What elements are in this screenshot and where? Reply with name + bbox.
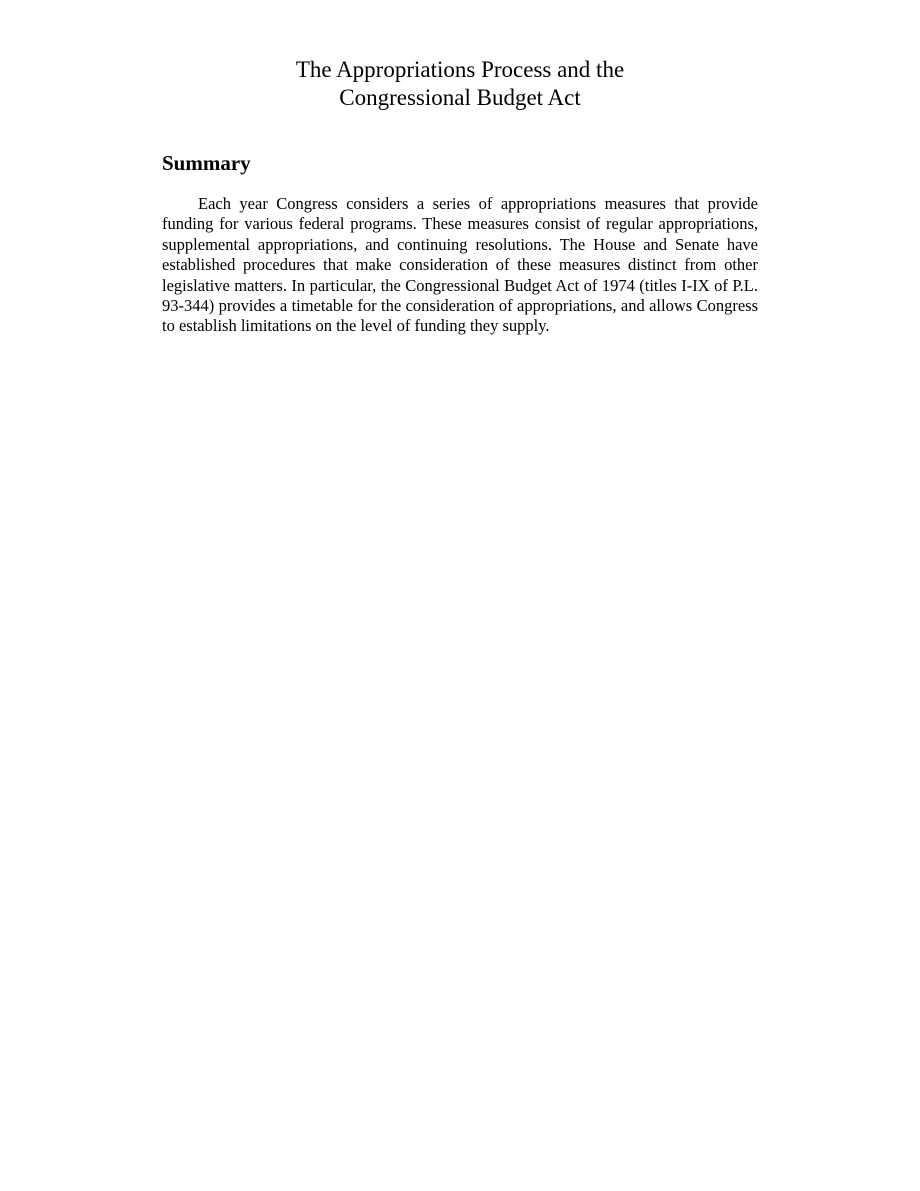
document-title bbox=[162, 56, 758, 112]
summary-paragraph: Each year Congress considers a series of appropriations measures that provide funding for various federal programs. These measures consist of regular appropriations, supplemental appropriations, and continuing resolutions. The House and Senate have established procedures that make consideration of these measures distinct from other legislative matters. In particular, the Congressional Budget Act of 1974 (titles I-IX of P.L. 93-344) provides a timetable for the consideration of appropriations, and allows Congress to establish limitations on the level of funding they supply. bbox=[162, 194, 758, 336]
title-line-1: The Appropriations Process and the bbox=[295, 57, 625, 82]
summary-heading: Summary bbox=[162, 151, 251, 175]
title-line-2: Congressional Budget Act bbox=[339, 85, 581, 110]
